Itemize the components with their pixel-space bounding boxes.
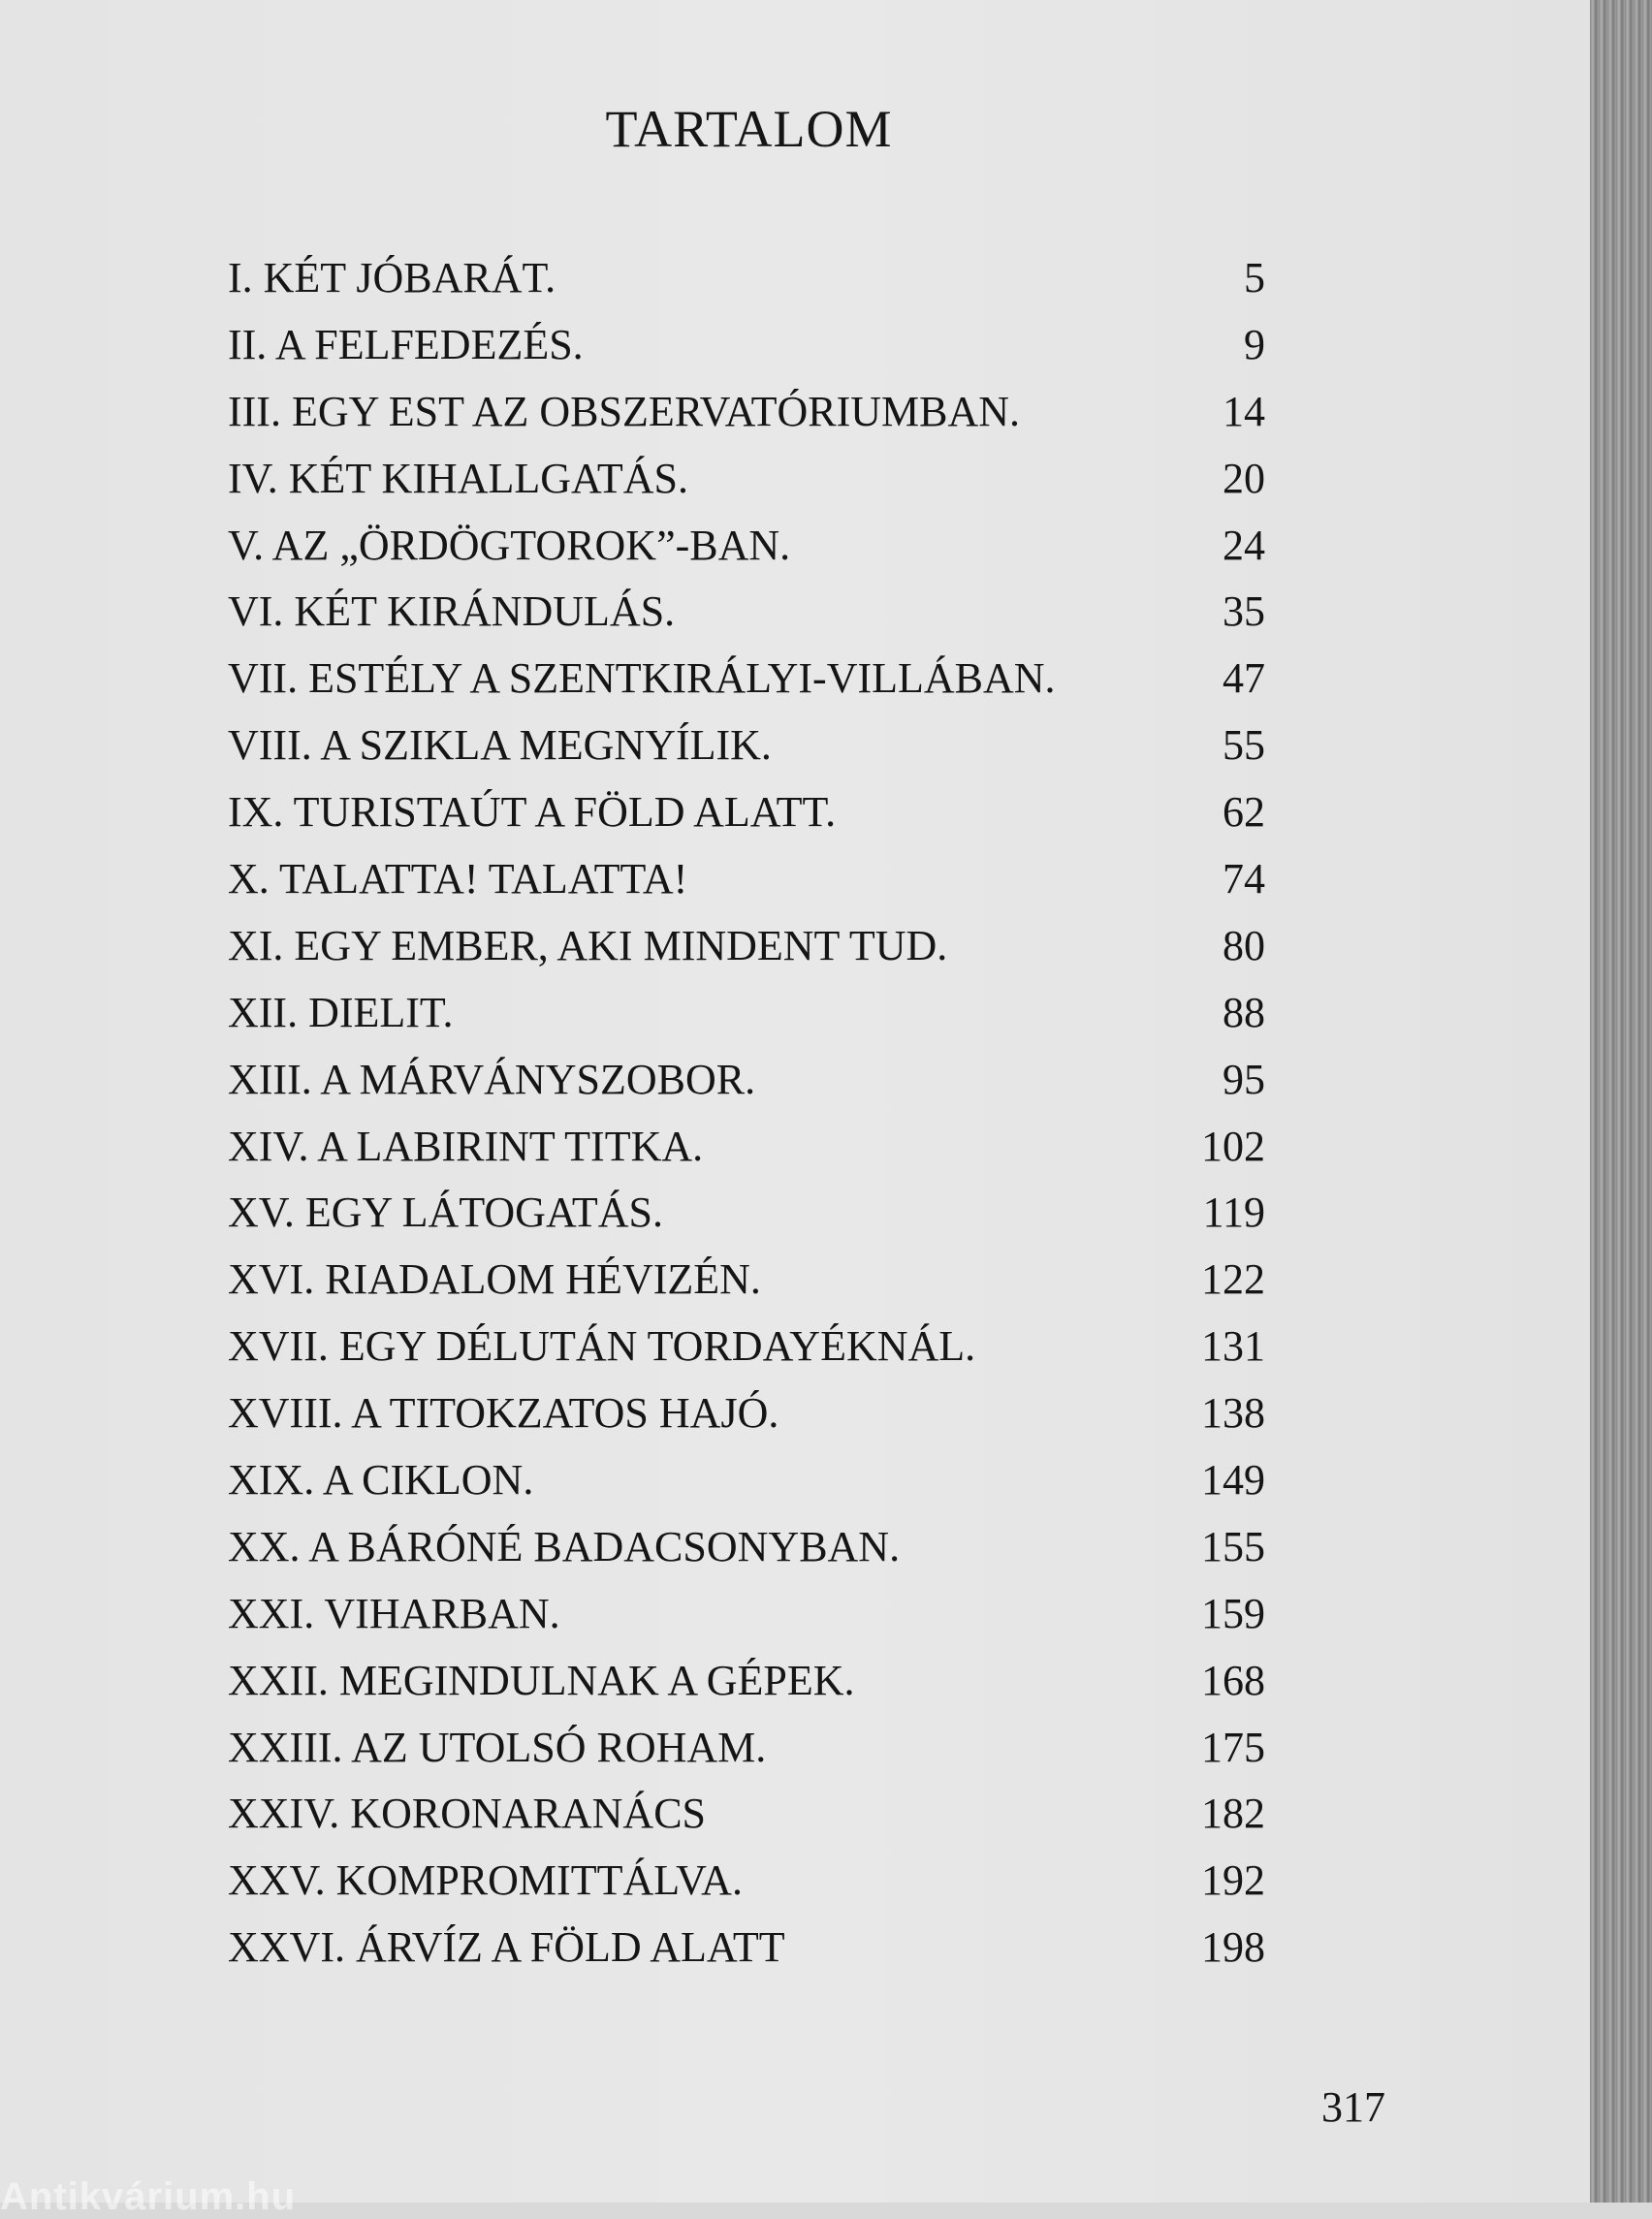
toc-entry: [228, 1714, 1265, 1781]
chapter-title: VI. KÉT KIRÁNDULÁS.: [228, 587, 676, 636]
chapter-title: XXVI. ÁRVÍZ A FÖLD ALATT: [228, 1923, 785, 1972]
chapter-page: 149: [1201, 1455, 1265, 1504]
chapter-page: 62: [1223, 788, 1265, 837]
chapter-title: XIV. A LABIRINT TITKA.: [228, 1122, 704, 1170]
chapter-page: 14: [1223, 387, 1265, 435]
toc-entry: [228, 1246, 1265, 1313]
toc-entry: [228, 1046, 1265, 1113]
chapter-page: 131: [1201, 1322, 1265, 1371]
chapter-page: 9: [1244, 320, 1265, 368]
chapter-page: 88: [1223, 988, 1265, 1036]
page-edge: [1590, 0, 1652, 2203]
toc-entry: [228, 1179, 1265, 1246]
chapter-page: 74: [1223, 854, 1265, 903]
chapter-page: 175: [1201, 1723, 1265, 1771]
toc-entry: [228, 979, 1265, 1046]
toc-entry: [228, 1513, 1265, 1580]
toc-entry: [228, 1914, 1265, 1981]
chapter-page: 119: [1202, 1189, 1265, 1237]
chapter-title: X. TALATTA! TALATTA!: [228, 854, 688, 903]
chapter-title: XIII. A MÁRVÁNYSZOBOR.: [228, 1055, 756, 1103]
toc-entry: [228, 512, 1265, 579]
chapter-page: 47: [1223, 654, 1265, 703]
chapter-page: 5: [1244, 253, 1265, 301]
toc-entry: [228, 712, 1265, 778]
chapter-page: 80: [1223, 921, 1265, 969]
chapter-title: III. EGY EST AZ OBSZERVATÓRIUMBAN.: [228, 387, 1021, 435]
toc-entry: [228, 845, 1265, 912]
chapter-title: XI. EGY EMBER, AKI MINDENT TUD.: [228, 921, 948, 969]
chapter-title: XVII. EGY DÉLUTÁN TORDAYÉKNÁL.: [228, 1322, 976, 1371]
toc-entry: [228, 1113, 1265, 1180]
toc-entry: [228, 1780, 1265, 1847]
chapter-page: 95: [1223, 1055, 1265, 1103]
chapter-page: 24: [1223, 521, 1265, 569]
chapter-title: V. AZ „ÖRDÖGTOROK”-BAN.: [228, 521, 791, 569]
chapter-title: XX. A BÁRÓNÉ BADACSONYBAN.: [228, 1522, 901, 1570]
chapter-title: VII. ESTÉLY A SZENTKIRÁLYI-VILLÁBAN.: [228, 654, 1056, 703]
chapter-title: XVIII. A TITOKZATOS HAJÓ.: [228, 1389, 779, 1438]
chapter-title: XIX. A CIKLON.: [228, 1455, 534, 1504]
toc-entry: [228, 912, 1265, 979]
chapter-title: VIII. A SZIKLA MEGNYÍLIK.: [228, 721, 772, 770]
toc-entry: [228, 311, 1265, 378]
toc-entry: [228, 1647, 1265, 1714]
chapter-title: XXII. MEGINDULNAK A GÉPEK.: [228, 1656, 855, 1704]
chapter-title: XXIII. AZ UTOLSÓ ROHAM.: [228, 1723, 767, 1771]
toc-entry: [228, 1446, 1265, 1513]
chapter-page: 138: [1201, 1389, 1265, 1438]
chapter-title: IV. KÉT KIHALLGATÁS.: [228, 454, 689, 502]
toc-entry: [228, 378, 1265, 445]
toc-entry: [228, 1580, 1265, 1647]
chapter-page: 55: [1223, 721, 1265, 770]
chapter-page: 159: [1201, 1589, 1265, 1637]
watermark: Antikvárium.hu: [0, 2175, 297, 2218]
toc-entry: [228, 1379, 1265, 1446]
chapter-page: 168: [1201, 1656, 1265, 1704]
page-title: TARTALOM: [605, 100, 893, 158]
toc-entry: [228, 1847, 1265, 1914]
chapter-title: XXIV. KORONARANÁCS: [228, 1790, 707, 1838]
toc-entry: [228, 1313, 1265, 1379]
chapter-page: 192: [1201, 1856, 1265, 1905]
chapter-title: XII. DIELIT.: [228, 988, 454, 1036]
chapter-title: XV. EGY LÁTOGATÁS.: [228, 1189, 663, 1237]
chapter-page: 102: [1201, 1122, 1265, 1170]
toc-entry: [228, 445, 1265, 512]
chapter-page: 182: [1201, 1790, 1265, 1838]
chapter-page: 35: [1223, 587, 1265, 636]
toc-entry: [228, 578, 1265, 645]
toc-entry: [228, 645, 1265, 712]
chapter-title: XVI. RIADALOM HÉVIZÉN.: [228, 1255, 761, 1304]
chapter-page: 122: [1201, 1255, 1265, 1304]
chapter-title: I. KÉT JÓBARÁT.: [228, 253, 556, 301]
chapter-page: 20: [1223, 454, 1265, 502]
chapter-title: XXI. VIHARBAN.: [228, 1589, 560, 1637]
toc-entry: [228, 244, 1265, 311]
chapter-title: IX. TURISTAÚT A FÖLD ALATT.: [228, 788, 837, 837]
toc-entry: [228, 778, 1265, 845]
chapter-title: II. A FELFEDEZÉS.: [228, 320, 584, 368]
table-of-contents: [228, 244, 1265, 1981]
chapter-page: 198: [1201, 1923, 1265, 1972]
page-number: 317: [1321, 2083, 1385, 2131]
chapter-page: 155: [1201, 1522, 1265, 1570]
chapter-title: XXV. KOMPROMITTÁLVA.: [228, 1856, 743, 1905]
